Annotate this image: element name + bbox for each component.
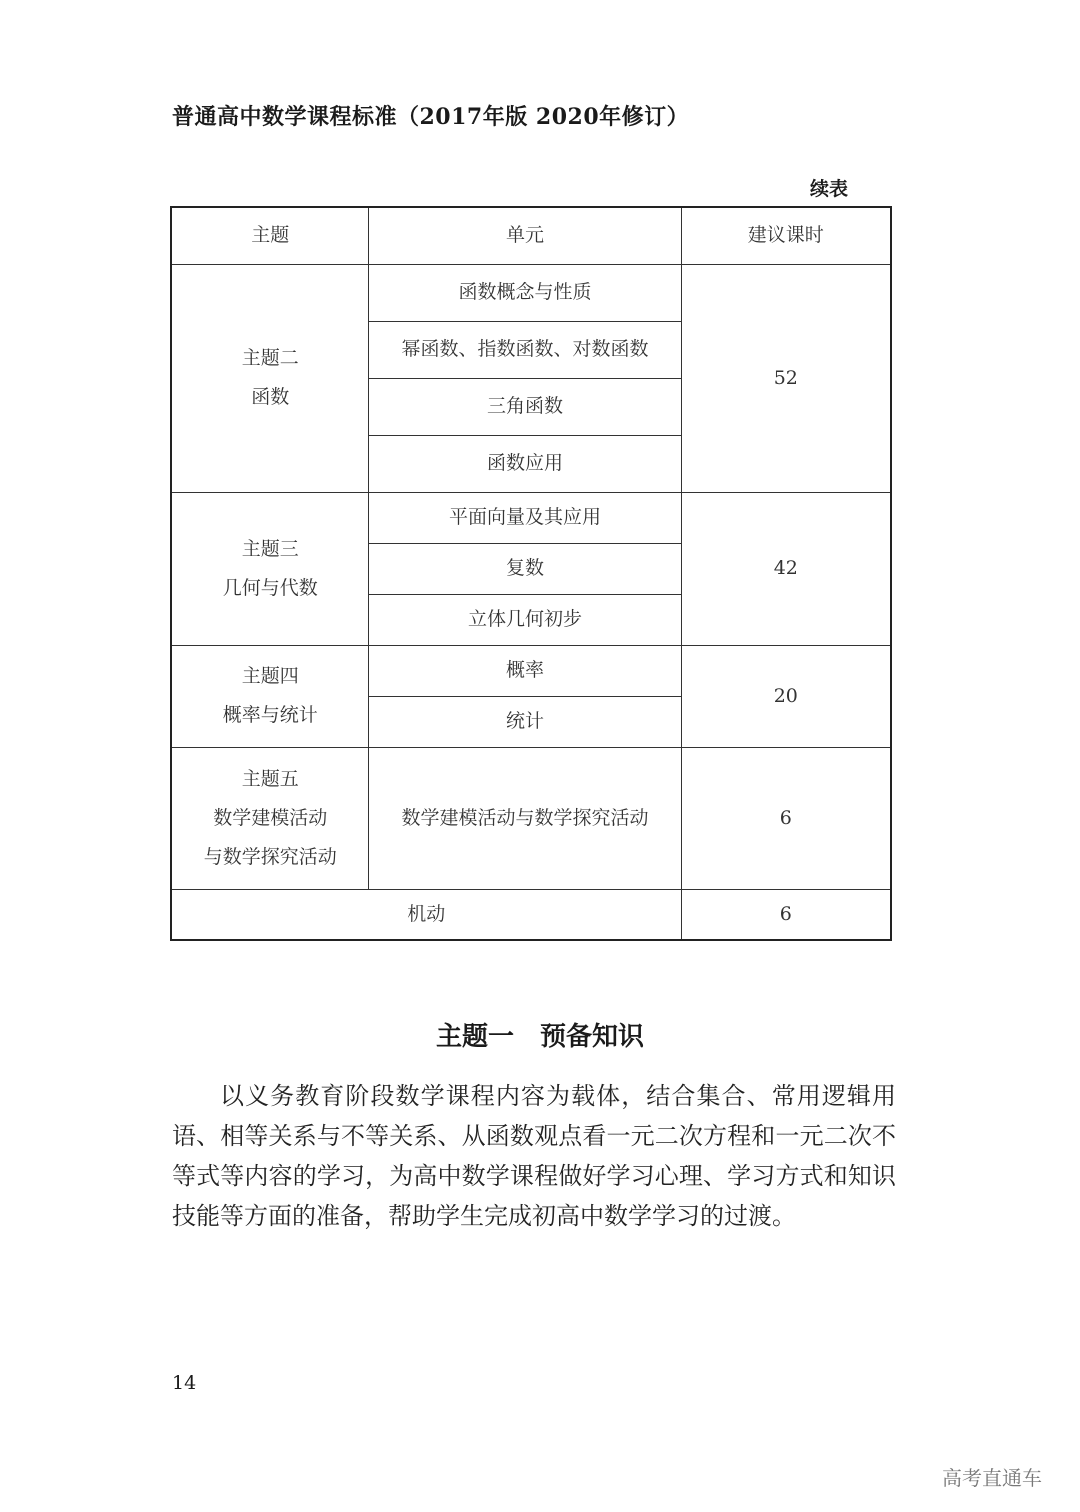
theme-cell — [171, 645, 369, 747]
table-header-row — [171, 207, 891, 264]
hours-cell: 20 — [681, 645, 891, 747]
theme-cell — [171, 747, 369, 889]
table-row-flex — [171, 889, 891, 940]
theme-cell — [171, 492, 369, 645]
theme-number: 主题二 — [241, 347, 299, 369]
page-number: 14 — [172, 1372, 197, 1394]
table-row — [171, 492, 891, 543]
theme-name-cont: 与数学探究活动 — [203, 845, 337, 868]
theme-name: 数学建模活动 — [213, 806, 328, 829]
theme-name: 几何与代数 — [222, 576, 318, 599]
unit-cell: 统计 — [369, 696, 681, 747]
unit-cell: 数学建模活动与数学探究活动 — [369, 747, 681, 889]
course-hours-table — [170, 206, 892, 941]
table-row — [171, 264, 891, 321]
header-theme: 主题 — [171, 207, 369, 264]
hours-cell: 52 — [681, 264, 891, 492]
unit-cell: 三角函数 — [369, 378, 681, 435]
flex-hours: 6 — [681, 889, 891, 940]
theme-cell — [171, 264, 369, 492]
unit-cell: 平面向量及其应用 — [369, 492, 681, 543]
theme-number: 主题三 — [241, 537, 299, 560]
unit-cell: 幂函数、指数函数、对数函数 — [369, 321, 681, 378]
unit-cell: 概率 — [369, 645, 681, 696]
theme-number: 主题五 — [241, 767, 299, 790]
hours-cell: 6 — [681, 747, 891, 889]
header-unit: 单元 — [369, 207, 681, 264]
unit-cell: 立体几何初步 — [369, 594, 681, 645]
section-title: 主题一 预备知识 — [435, 1022, 644, 1052]
unit-cell: 函数概念与性质 — [369, 264, 681, 321]
unit-cell: 复数 — [369, 543, 681, 594]
watermark: 高考直通车 — [942, 1466, 1042, 1490]
running-head: 普通高中数学课程标准（2017年版 2020年修订） — [172, 104, 690, 130]
theme-name: 概率与统计 — [222, 704, 318, 726]
table-caption: 续表 — [810, 178, 849, 200]
flex-label: 机动 — [171, 889, 681, 940]
theme-number: 主题四 — [241, 665, 299, 687]
hours-cell: 42 — [681, 492, 891, 645]
theme-name: 函数 — [251, 386, 290, 408]
unit-cell: 函数应用 — [369, 435, 681, 492]
table-row — [171, 747, 891, 889]
header-hours: 建议课时 — [681, 207, 891, 264]
body-paragraph: 以义务教育阶段数学课程内容为载体，结合集合、常用逻辑用语、相等关系与不等关系、从函数观点看一元二次方程和一元二次不等式等内容的学习，为高中数学课程做好学习心理、学习方式和知识技能等方面的准备，帮助学生完成初高中数学学习的过渡。 — [172, 1082, 896, 1230]
table-row — [171, 645, 891, 696]
